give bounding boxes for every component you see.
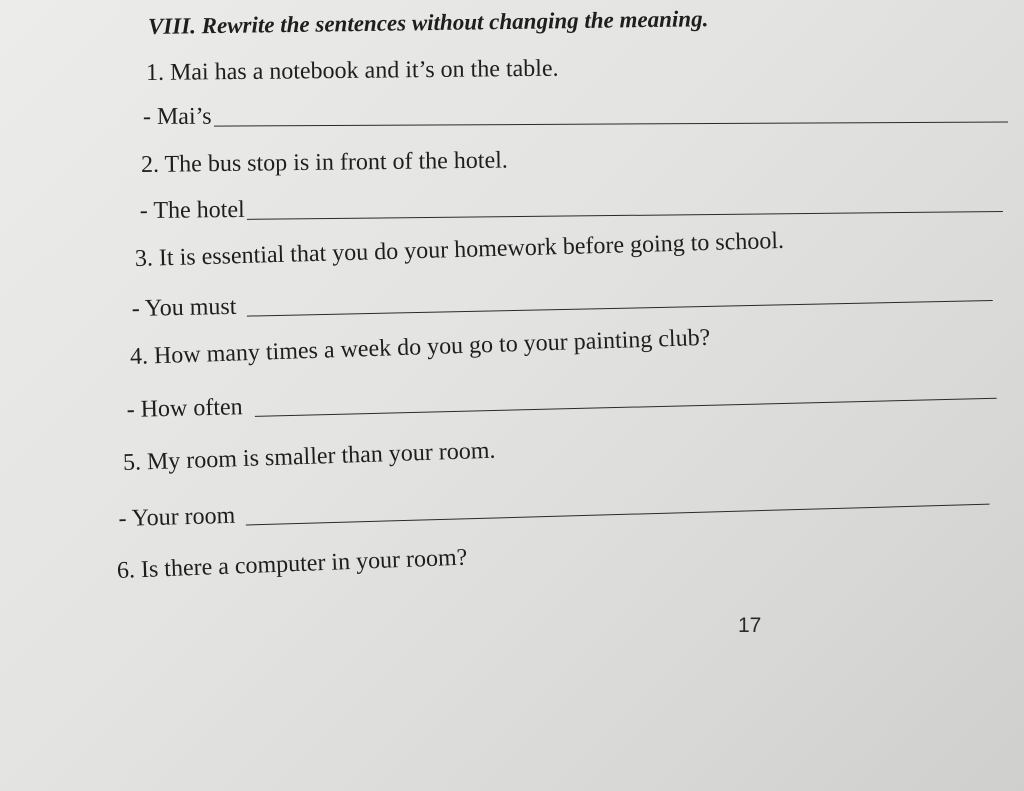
answer-blank-3[interactable]: [247, 299, 993, 317]
question-2: 2. The bus stop is in front of the hotel.: [140, 147, 508, 178]
answer-prompt-2: - The hotel: [139, 196, 245, 225]
question-5: 5. My room is smaller than your room.: [122, 437, 496, 476]
answer-row-2: [140, 189, 1003, 225]
answer-row-3: [131, 278, 992, 323]
answer-prompt-3: - You must: [131, 293, 237, 323]
answer-row-1: [143, 99, 1008, 131]
answer-row-5: [118, 482, 989, 533]
page-number: 17: [738, 614, 762, 637]
answer-prompt-5: - Your room: [118, 502, 236, 533]
answer-prompt-4: - How often: [126, 394, 243, 424]
question-4: 4. How many times a week do you go to your painting club?: [129, 324, 711, 370]
question-3: 3. It is essential that you do your homework before going to school.: [134, 227, 785, 272]
question-6: 6. Is there a computer in your room?: [116, 544, 468, 584]
answer-blank-4[interactable]: [255, 397, 997, 417]
answer-blank-1[interactable]: [214, 120, 1008, 126]
answer-blank-5[interactable]: [245, 503, 989, 526]
answer-blank-2[interactable]: [247, 210, 1003, 220]
answer-prompt-1: - Mai’s: [142, 103, 212, 131]
question-1: 1. Mai has a notebook and it’s on the table.: [145, 55, 559, 86]
exercise-heading: VIII. Rewrite the sentences without changing the meaning.: [147, 6, 709, 39]
answer-row-4: [126, 376, 996, 424]
